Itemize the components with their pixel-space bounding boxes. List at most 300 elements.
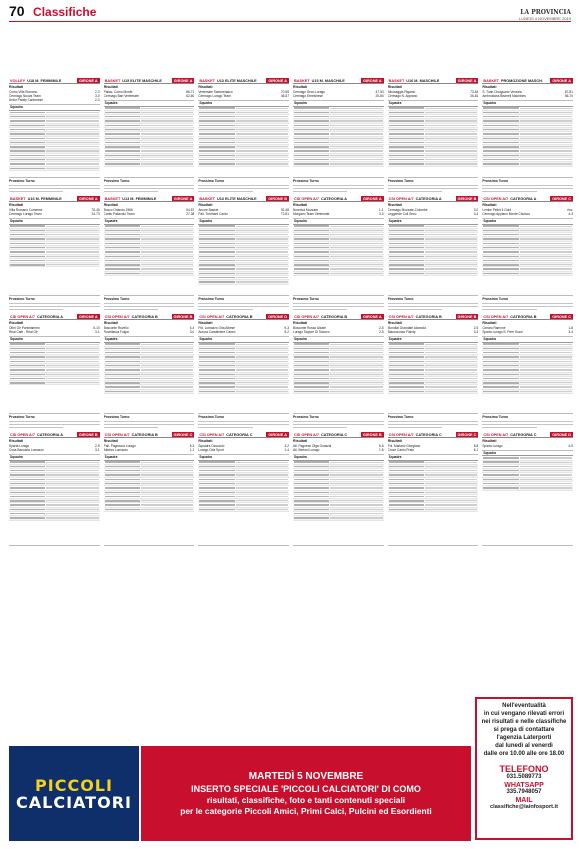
stats-line bbox=[46, 361, 98, 362]
stats-line bbox=[236, 150, 288, 151]
stats-line bbox=[141, 369, 193, 370]
result-score: 47-53 bbox=[375, 89, 384, 94]
stats-line bbox=[141, 352, 193, 353]
team-name-line bbox=[105, 382, 140, 383]
next-round-line bbox=[388, 309, 442, 310]
stats-line bbox=[141, 386, 193, 387]
league-header bbox=[104, 78, 195, 84]
stats-line bbox=[46, 251, 98, 252]
stats-line bbox=[330, 356, 382, 357]
team-name-line bbox=[389, 163, 424, 164]
team-name-line bbox=[105, 107, 140, 108]
stats-line bbox=[520, 159, 572, 160]
stats-line bbox=[330, 251, 382, 252]
league-header bbox=[198, 196, 289, 202]
team-name-line bbox=[199, 378, 234, 379]
stats-line bbox=[141, 112, 193, 113]
league-header bbox=[198, 314, 289, 320]
results-title: Risultati bbox=[482, 321, 497, 325]
stats-line bbox=[330, 462, 382, 463]
result-score: 24-73 bbox=[91, 211, 100, 216]
sport-label: CSI OPEN A/7 bbox=[293, 433, 319, 437]
stats-line bbox=[330, 504, 382, 505]
team-name-line bbox=[199, 479, 234, 480]
result-row bbox=[198, 94, 289, 98]
team-name-line bbox=[483, 146, 518, 147]
team-name-line bbox=[294, 487, 329, 488]
league-header bbox=[104, 314, 195, 320]
group-badge: GIRONE A bbox=[457, 79, 477, 83]
stats-line bbox=[425, 125, 477, 126]
stats-line bbox=[330, 500, 382, 501]
next-round-line bbox=[9, 185, 100, 186]
standings-table bbox=[293, 336, 384, 414]
column-5 bbox=[388, 78, 479, 550]
team-name-line bbox=[105, 374, 140, 375]
group-badge: GIRONE A bbox=[173, 197, 193, 201]
team-name-line bbox=[199, 142, 234, 143]
stats-line bbox=[330, 138, 382, 139]
stats-line bbox=[330, 348, 382, 349]
standings-table bbox=[482, 450, 573, 546]
stats-line bbox=[46, 487, 98, 488]
standings-table bbox=[388, 336, 479, 414]
stats-line bbox=[46, 120, 98, 121]
league-block bbox=[293, 314, 384, 428]
stats-line bbox=[46, 168, 98, 169]
stats-line bbox=[330, 474, 382, 475]
team-name-line bbox=[483, 273, 518, 274]
result-score: 72-81 bbox=[280, 211, 289, 216]
team-name-line bbox=[10, 243, 45, 244]
next-round-title: Prossimo Turno bbox=[387, 179, 414, 184]
page-header bbox=[9, 4, 571, 22]
stats-line bbox=[425, 146, 477, 147]
team-name-line bbox=[294, 356, 329, 357]
team-name-line bbox=[199, 504, 234, 505]
stats-line bbox=[425, 138, 477, 139]
stats-line bbox=[330, 146, 382, 147]
stats-line bbox=[46, 466, 98, 467]
team-name-line bbox=[199, 474, 234, 475]
team-name-line bbox=[294, 230, 329, 231]
group-badge: GIRONE A bbox=[363, 197, 382, 201]
team-name-line bbox=[105, 243, 140, 244]
team-name-line bbox=[199, 116, 234, 117]
results-title: Risultati bbox=[103, 321, 118, 325]
result-teams: Lurago Sapore Di Sciocro bbox=[292, 329, 330, 334]
team-name-line bbox=[294, 466, 329, 467]
team-name-line bbox=[10, 129, 45, 130]
stats-line bbox=[141, 243, 193, 244]
stats-line bbox=[425, 348, 477, 349]
standings-row bbox=[388, 508, 479, 512]
standings-table bbox=[198, 218, 289, 296]
team-name-line bbox=[483, 247, 518, 248]
stats-line bbox=[141, 268, 193, 269]
team-name-line bbox=[483, 479, 518, 480]
logo-line1: PICCOLI bbox=[35, 775, 113, 795]
stats-line bbox=[520, 382, 572, 383]
category-label: CATEGORIA B bbox=[510, 315, 537, 319]
result-score: 54-57 bbox=[186, 207, 195, 212]
league-header bbox=[9, 314, 100, 320]
standings-row bbox=[9, 263, 100, 267]
stats-line bbox=[425, 378, 477, 379]
team-name-line bbox=[10, 159, 45, 160]
stats-line bbox=[141, 125, 193, 126]
standings-header: Squadra bbox=[388, 337, 479, 342]
group-badge: GIRONE B bbox=[78, 433, 98, 437]
next-round-line bbox=[198, 188, 289, 189]
stats-line bbox=[141, 260, 193, 261]
result-row bbox=[198, 330, 289, 334]
category-label: U18 M. FEMMINILE bbox=[27, 79, 62, 83]
stats-line bbox=[330, 247, 382, 248]
team-name-line bbox=[294, 352, 329, 353]
next-round-line bbox=[198, 427, 252, 428]
league-header bbox=[9, 196, 100, 202]
result-teams: Cermago Seco Lurago bbox=[292, 89, 326, 94]
team-name-line bbox=[294, 163, 329, 164]
column-3 bbox=[198, 78, 289, 550]
result-score: 1-8 bbox=[568, 325, 573, 330]
team-name-line bbox=[199, 234, 234, 235]
team-name-line bbox=[10, 382, 45, 383]
stats-line bbox=[236, 509, 288, 510]
team-name-line bbox=[10, 168, 45, 169]
stats-line bbox=[236, 281, 288, 282]
stats-line bbox=[330, 150, 382, 151]
stats-line bbox=[141, 226, 193, 227]
stats-line bbox=[520, 234, 572, 235]
team-name-line bbox=[10, 504, 45, 505]
team-name-line bbox=[294, 234, 329, 235]
result-row bbox=[388, 212, 479, 216]
column-1 bbox=[9, 78, 100, 550]
team-name-line bbox=[483, 112, 518, 113]
standings-row bbox=[9, 516, 100, 520]
sport-label: CSI OPEN A/7 bbox=[10, 315, 35, 319]
team-name-line bbox=[199, 256, 234, 257]
standings-header: Squadra bbox=[482, 451, 573, 456]
phone-number[interactable]: 031.5089773 bbox=[506, 774, 542, 780]
stats-line bbox=[330, 125, 382, 126]
stats-line bbox=[330, 496, 382, 497]
team-name-line bbox=[483, 474, 518, 475]
result-score: 27-38 bbox=[186, 211, 195, 216]
team-name-line bbox=[483, 120, 518, 121]
league-header bbox=[388, 196, 479, 202]
stats-line bbox=[46, 348, 98, 349]
result-score: 36-81 bbox=[470, 93, 479, 98]
result-score: 3-4 bbox=[473, 211, 479, 216]
stats-line bbox=[236, 125, 288, 126]
team-name-line bbox=[483, 268, 518, 269]
result-score: 4-5 bbox=[568, 443, 573, 448]
standings-table bbox=[9, 218, 100, 296]
league-block bbox=[198, 78, 289, 192]
result-score: 6-6 bbox=[379, 443, 384, 448]
stats-line bbox=[425, 374, 477, 375]
result-score: 2-5 bbox=[379, 325, 384, 330]
stats-line bbox=[236, 474, 288, 475]
team-name-line bbox=[294, 500, 329, 501]
stats-line bbox=[425, 483, 477, 484]
result-teams: Morgavo Team Vertemate bbox=[292, 211, 330, 216]
stats-line bbox=[425, 159, 477, 160]
result-score: 2-3 bbox=[95, 98, 100, 103]
team-name-line bbox=[483, 238, 518, 239]
stats-line bbox=[46, 492, 98, 493]
standings-header: Squadra bbox=[293, 101, 384, 106]
promo-subtitle: risultati, classifiche, foto e tanti contenuti speciali bbox=[206, 795, 406, 805]
category-label: CATEGORIA C bbox=[510, 433, 537, 437]
stats-line bbox=[141, 155, 193, 156]
stats-line bbox=[425, 352, 477, 353]
next-round-title: Prossimo Turno bbox=[292, 179, 319, 184]
stats-line bbox=[425, 234, 477, 235]
team-name-line bbox=[294, 461, 329, 462]
team-name-line bbox=[199, 369, 234, 370]
stats-line bbox=[46, 479, 98, 480]
stats-line bbox=[520, 138, 572, 139]
results-list bbox=[482, 208, 573, 217]
stats-line bbox=[520, 256, 572, 257]
sport-label: BASKET bbox=[10, 197, 26, 201]
stats-line bbox=[236, 496, 288, 497]
team-name-line bbox=[294, 391, 329, 392]
stats-line bbox=[330, 517, 382, 518]
next-round-title: Prossimo Turno bbox=[482, 415, 509, 420]
group-badge: GIRONE A bbox=[79, 197, 98, 201]
stats-line bbox=[141, 108, 193, 109]
team-name-line bbox=[483, 470, 518, 471]
team-name-line bbox=[10, 365, 45, 366]
stats-line bbox=[236, 374, 288, 375]
stats-line bbox=[141, 238, 193, 239]
league-block bbox=[388, 314, 479, 428]
result-teams: Rovellasca Fulgor bbox=[103, 329, 130, 334]
next-round-line bbox=[293, 309, 347, 310]
stats-line bbox=[141, 142, 193, 143]
next-round-line bbox=[293, 427, 347, 428]
standings-table bbox=[293, 454, 384, 546]
stats-line bbox=[330, 129, 382, 130]
standings-row bbox=[9, 381, 100, 385]
result-teams: Real Cafe - Real Gir bbox=[9, 329, 38, 334]
league-header bbox=[293, 196, 384, 202]
team-name-line bbox=[199, 374, 234, 375]
sport-label: CSI OPEN A/7 bbox=[388, 433, 414, 437]
result-teams: Atl. Bertoni Lurago bbox=[292, 447, 320, 452]
standings-table bbox=[388, 218, 479, 296]
result-score: rinv. bbox=[567, 207, 573, 212]
team-name-line bbox=[105, 487, 140, 488]
stats-line bbox=[425, 150, 477, 151]
result-teams: Lurago Oria Sport bbox=[198, 447, 224, 452]
stats-line bbox=[236, 226, 288, 227]
next-round-title: Prossimo Turno bbox=[482, 297, 509, 302]
team-name-line bbox=[10, 369, 45, 370]
whatsapp-number[interactable]: 335.7948057 bbox=[506, 789, 542, 795]
category-label: CATEGORIA C bbox=[415, 433, 442, 437]
result-teams: Ardor Paddy Cantonese bbox=[9, 98, 44, 103]
contact-notice-line: Nell'eventualità bbox=[502, 703, 546, 709]
issue-date: LUNEDÌ 4 NOVEMBRE 2019 bbox=[518, 16, 571, 21]
stats-line bbox=[425, 492, 477, 493]
stats-line bbox=[236, 260, 288, 261]
next-round-line bbox=[388, 424, 479, 425]
stats-line bbox=[141, 230, 193, 231]
stats-line bbox=[330, 479, 382, 480]
results-title: Risultati bbox=[482, 203, 497, 207]
standings-row bbox=[293, 162, 384, 166]
team-name-line bbox=[483, 361, 518, 362]
standings-header: Squadra bbox=[104, 219, 195, 224]
result-teams: Pol. Mariano Giorgiano bbox=[387, 443, 421, 448]
team-name-line bbox=[294, 343, 329, 344]
result-score: 3-1 bbox=[95, 447, 100, 452]
stats-line bbox=[236, 273, 288, 274]
stats-line bbox=[330, 509, 382, 510]
stats-line bbox=[141, 146, 193, 147]
stats-line bbox=[236, 251, 288, 252]
standings-row bbox=[198, 162, 289, 166]
standings-row bbox=[388, 390, 479, 394]
stats-line bbox=[520, 251, 572, 252]
next-round-line bbox=[198, 306, 289, 307]
league-block bbox=[293, 196, 384, 310]
category-label: CATEGORIA B bbox=[320, 315, 348, 319]
stats-line bbox=[425, 247, 477, 248]
team-name-line bbox=[294, 155, 329, 156]
next-round-title: Prossimo Turno bbox=[198, 415, 225, 420]
result-score: 1-4 bbox=[284, 447, 289, 452]
stats-line bbox=[425, 155, 477, 156]
team-name-line bbox=[10, 260, 45, 261]
result-row bbox=[104, 330, 195, 334]
column-2 bbox=[104, 78, 195, 550]
team-name-line bbox=[105, 116, 140, 117]
team-name-line bbox=[10, 264, 45, 265]
team-name-line bbox=[10, 517, 45, 518]
team-name-line bbox=[294, 129, 329, 130]
stats-line bbox=[425, 470, 477, 471]
stats-line bbox=[330, 256, 382, 257]
team-name-line bbox=[105, 356, 140, 357]
team-name-line bbox=[483, 163, 518, 164]
team-name-line bbox=[389, 138, 424, 139]
team-name-line bbox=[389, 268, 424, 269]
standings-header: Squadra bbox=[104, 337, 195, 342]
stats-line bbox=[520, 369, 572, 370]
team-name-line bbox=[105, 225, 140, 226]
stats-line bbox=[46, 234, 98, 235]
team-name-line bbox=[294, 159, 329, 160]
league-block bbox=[104, 314, 195, 428]
results-title: Risultati bbox=[103, 85, 118, 89]
stats-line bbox=[236, 365, 288, 366]
team-name-line bbox=[389, 391, 424, 392]
next-round-line bbox=[482, 185, 573, 186]
team-name-line bbox=[294, 247, 329, 248]
stats-line bbox=[236, 159, 288, 160]
team-name-line bbox=[199, 243, 234, 244]
result-row bbox=[482, 94, 573, 98]
next-round-line bbox=[9, 424, 100, 425]
team-name-line bbox=[483, 264, 518, 265]
standings-header: Squadra bbox=[482, 337, 573, 342]
team-name-line bbox=[389, 356, 424, 357]
team-name-line bbox=[483, 159, 518, 160]
team-name-line bbox=[199, 120, 234, 121]
team-name-line bbox=[105, 234, 140, 235]
stats-line bbox=[46, 146, 98, 147]
league-block bbox=[104, 196, 195, 310]
results-title: Risultati bbox=[103, 203, 118, 207]
stats-line bbox=[236, 268, 288, 269]
result-score: 4-3 bbox=[568, 211, 573, 216]
next-round-title: Prossimo Turno bbox=[9, 415, 35, 420]
next-round-title: Prossimo Turno bbox=[9, 297, 35, 302]
next-round-line bbox=[293, 191, 347, 192]
group-badge: GIRONE A bbox=[363, 315, 382, 319]
team-name-line bbox=[105, 504, 140, 505]
team-name-line bbox=[199, 129, 234, 130]
result-teams: Cimaro Ramone bbox=[482, 325, 506, 330]
next-round-line bbox=[9, 306, 100, 307]
team-name-line bbox=[10, 125, 45, 126]
team-name-line bbox=[105, 230, 140, 231]
team-name-line bbox=[389, 483, 424, 484]
standings-table bbox=[104, 218, 195, 296]
stats-line bbox=[236, 382, 288, 383]
sport-label: CSI OPEN A/7 bbox=[388, 315, 414, 319]
stats-line bbox=[330, 120, 382, 121]
team-name-line bbox=[389, 230, 424, 231]
results-list bbox=[104, 444, 195, 453]
logo-line2: CALCIATORI bbox=[16, 792, 132, 812]
next-round-title: Prossimo Turno bbox=[103, 179, 130, 184]
stats-line bbox=[236, 133, 288, 134]
sport-label: BASKET bbox=[483, 79, 499, 83]
league-block bbox=[9, 196, 100, 310]
team-name-line bbox=[105, 238, 140, 239]
email-address[interactable]: classifiche@lainfosport.it bbox=[490, 804, 558, 810]
result-teams: Squadra Ossuccio bbox=[198, 443, 225, 448]
standings-header: Squadra bbox=[104, 455, 195, 460]
league-header bbox=[104, 196, 195, 202]
stats-line bbox=[520, 344, 572, 345]
stats-line bbox=[46, 264, 98, 265]
stats-line bbox=[330, 142, 382, 143]
team-name-line bbox=[294, 513, 329, 514]
stats-line bbox=[520, 483, 572, 484]
team-name-line bbox=[483, 230, 518, 231]
standings-header: Squadra bbox=[388, 455, 479, 460]
result-teams: Ambrosiana Bisimeli Machines bbox=[482, 93, 526, 98]
contact-notice-line: l'agenzia Laterporti bbox=[496, 735, 552, 741]
standings-table bbox=[198, 100, 289, 178]
stats-line bbox=[236, 466, 288, 467]
stats-line bbox=[141, 116, 193, 117]
stats-line bbox=[520, 457, 572, 458]
stats-line bbox=[520, 247, 572, 248]
next-round-line bbox=[293, 424, 384, 425]
next-round-title: Prossimo Turno bbox=[482, 179, 509, 184]
result-teams: Vertemate Sammerasco bbox=[198, 89, 233, 94]
